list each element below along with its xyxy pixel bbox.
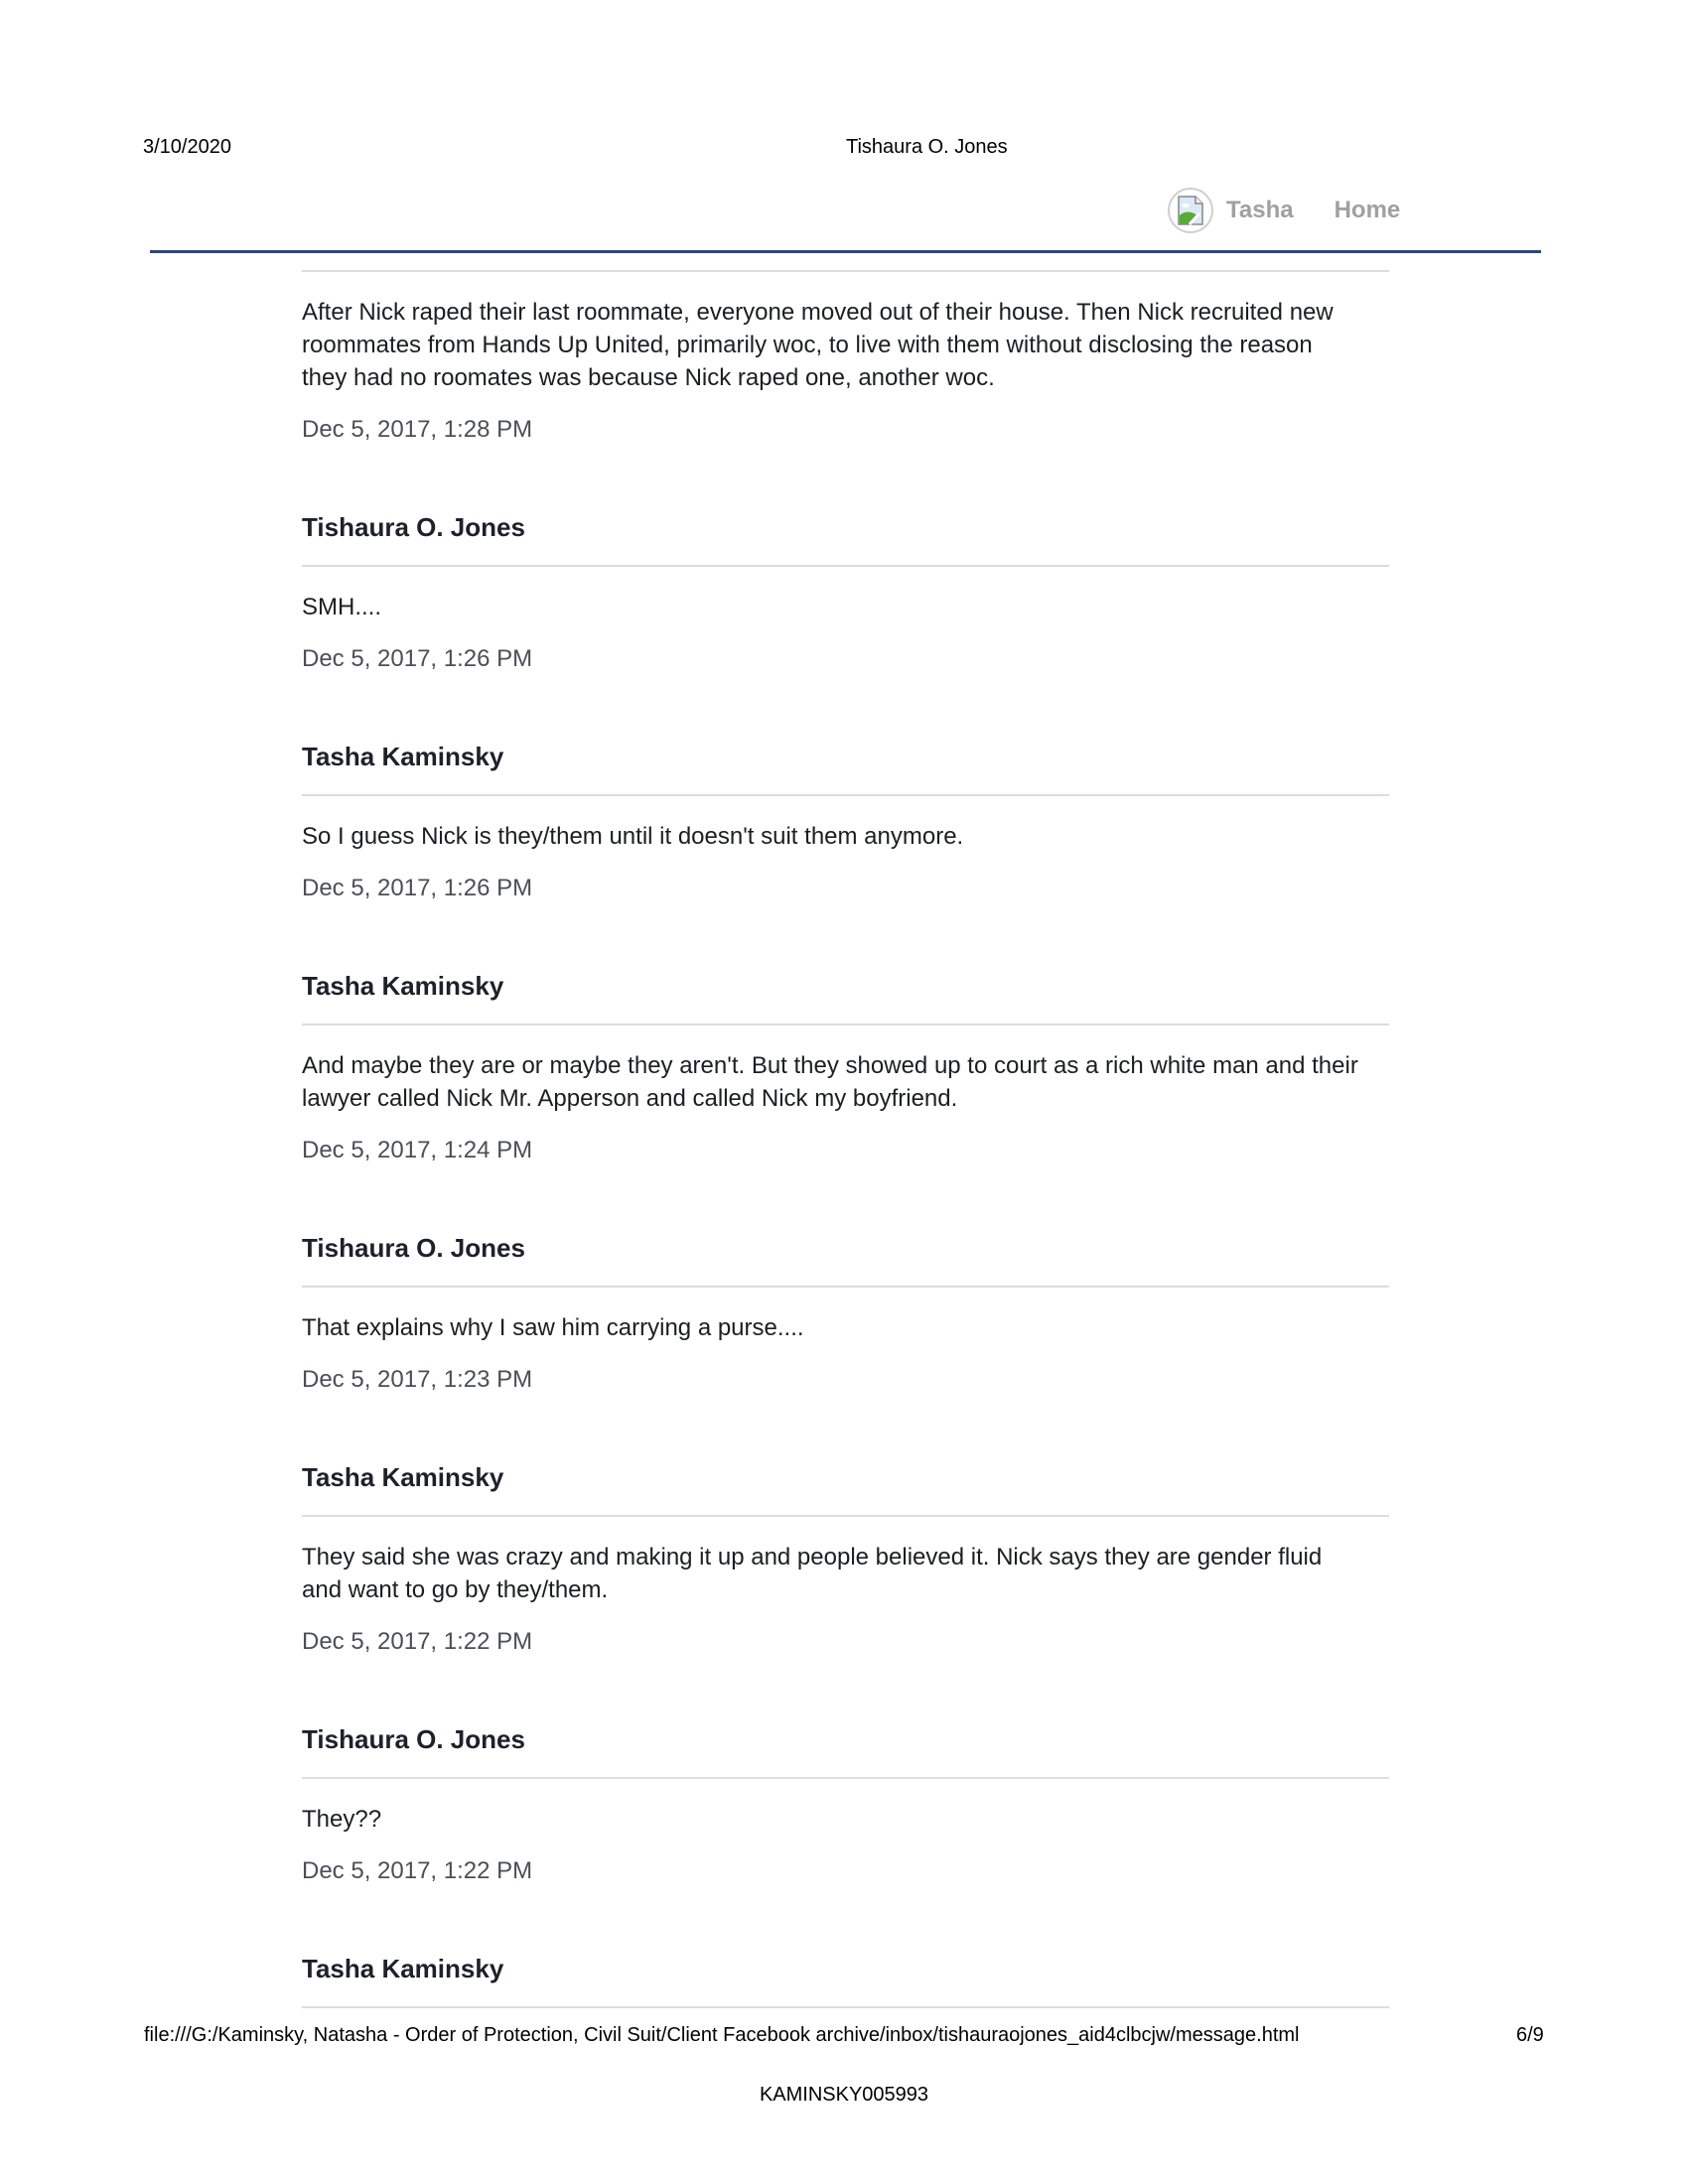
divider xyxy=(302,1286,1389,1288)
message xyxy=(302,742,1389,904)
divider xyxy=(302,1777,1389,1779)
divider xyxy=(302,1515,1389,1517)
message-body xyxy=(302,1049,1389,1115)
message-line: So I guess Nick is they/them until it doesn't suit them anymore. xyxy=(302,823,964,850)
page-number: 6/9 xyxy=(1516,2024,1544,2046)
message-body xyxy=(302,820,1389,853)
message xyxy=(302,1724,1389,1887)
message-line: That explains why I saw him carrying a purse.... xyxy=(302,1314,804,1341)
message-body xyxy=(302,591,1389,623)
broken-image-icon xyxy=(1176,195,1205,226)
message-continued xyxy=(302,296,1389,446)
message-timestamp: Dec 5, 2017, 1:26 PM xyxy=(302,875,533,901)
message-line: roommates from Hands Up United, primarily woc, to live with them without disclosing the reason xyxy=(302,332,1313,358)
message xyxy=(302,1233,1389,1396)
divider xyxy=(302,2006,1389,2008)
message-body xyxy=(302,1311,1389,1344)
message-sender: Tishaura O. Jones xyxy=(302,1724,525,1754)
header-rule xyxy=(150,250,1541,253)
message-line: They?? xyxy=(302,1806,382,1833)
message-body xyxy=(302,1541,1389,1606)
message-sender: Tasha Kaminsky xyxy=(302,1954,504,1983)
print-url: file:///G:/Kaminsky, Natasha - Order of Protection, Civil Suit/Client Facebook archive/inbox/tishauraojones_aid4clbcjw/message.html xyxy=(144,2024,1300,2046)
message-timestamp: Dec 5, 2017, 1:26 PM xyxy=(302,645,533,672)
message xyxy=(302,512,1389,675)
top-nav xyxy=(1168,188,1400,233)
message-thread xyxy=(302,270,1389,2008)
message-line: and want to go by they/them. xyxy=(302,1576,609,1603)
message-timestamp: Dec 5, 2017, 1:22 PM xyxy=(302,1628,533,1655)
message xyxy=(302,1462,1389,1658)
message-line: lawyer called Nick Mr. Apperson and called Nick my boyfriend. xyxy=(302,1085,958,1112)
message-sender: Tasha Kaminsky xyxy=(302,971,504,1001)
message-timestamp: Dec 5, 2017, 1:23 PM xyxy=(302,1366,533,1393)
print-title: Tishaura O. Jones xyxy=(846,136,1008,158)
message xyxy=(302,1954,1389,2008)
bates-number: KAMINSKY005993 xyxy=(759,2084,929,2106)
divider xyxy=(302,565,1389,567)
divider xyxy=(302,270,1389,272)
avatar[interactable] xyxy=(1168,188,1213,233)
message-sender: Tasha Kaminsky xyxy=(302,742,504,771)
divider xyxy=(302,1024,1389,1025)
message-timestamp: Dec 5, 2017, 1:28 PM xyxy=(302,416,533,443)
message-timestamp: Dec 5, 2017, 1:22 PM xyxy=(302,1857,533,1884)
nav-home-link[interactable]: Home xyxy=(1334,197,1401,223)
message-line: SMH.... xyxy=(302,594,382,620)
message-sender: Tishaura O. Jones xyxy=(302,512,525,542)
message-sender: Tasha Kaminsky xyxy=(302,1462,504,1492)
message-body xyxy=(302,296,1389,394)
message-body xyxy=(302,1803,1389,1836)
message-line: And maybe they are or maybe they aren't. But they showed up to court as a rich white man and their xyxy=(302,1052,1358,1079)
message-sender: Tishaura O. Jones xyxy=(302,1233,525,1263)
message-line: they had no roomates was because Nick raped one, another woc. xyxy=(302,364,995,391)
message-line: After Nick raped their last roommate, everyone moved out of their house. Then Nick recruited new xyxy=(302,299,1334,326)
nav-user-link[interactable]: Tasha xyxy=(1226,197,1294,223)
message-line: They said she was crazy and making it up and people believed it. Nick says they are gender fluid xyxy=(302,1544,1323,1570)
divider xyxy=(302,794,1389,796)
message xyxy=(302,971,1389,1166)
message-timestamp: Dec 5, 2017, 1:24 PM xyxy=(302,1137,533,1163)
print-date: 3/10/2020 xyxy=(143,136,231,158)
